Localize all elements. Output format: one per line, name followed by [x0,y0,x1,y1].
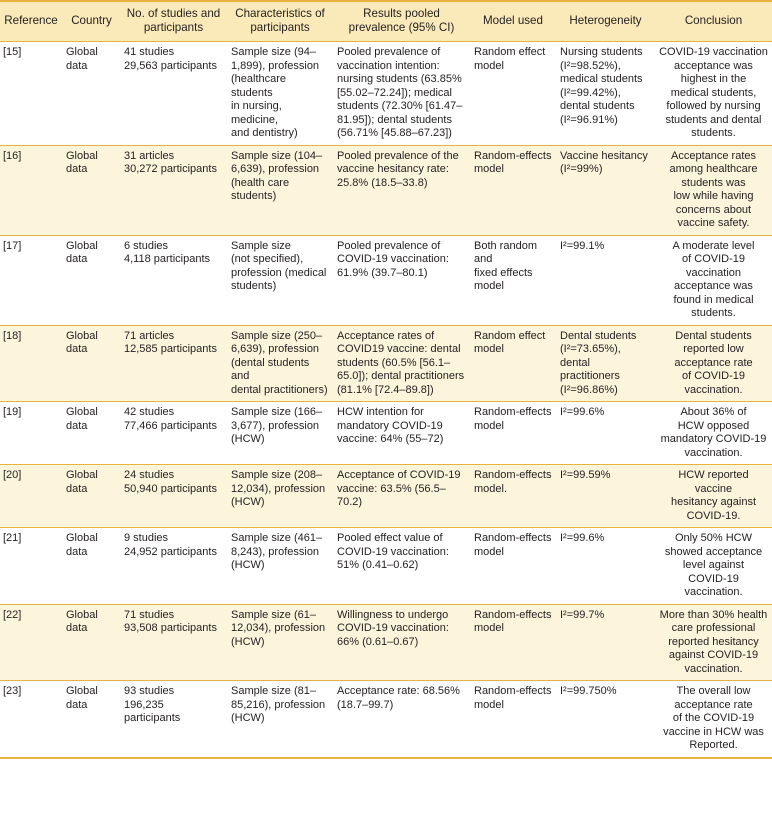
cell-country: Global data [63,325,120,402]
cell-reference: [23] [0,681,63,758]
table-row [0,465,772,528]
header-characteristics: Characteristics of participants [227,1,333,42]
cell-studies: 9 studies 24,952 participants [120,528,227,605]
cell-studies: 93 studies 196,235 participants [120,681,227,758]
header-model: Model used [470,1,556,42]
table-row [0,604,772,681]
cell-reference: [22] [0,604,63,681]
cell-characteristics: Sample size (61– 12,034), profession (HCW) [227,604,333,681]
cell-results: Acceptance rate: 68.56% (18.7–99.7) [333,681,470,758]
header-conclusion: Conclusion [655,1,772,42]
cell-model: Random effect model [470,42,556,146]
cell-model: Random-effects model [470,681,556,758]
header-country: Country [63,1,120,42]
cell-country: Global data [63,465,120,528]
cell-heterogeneity: I²=99.6% [556,402,655,465]
cell-model: Both random and fixed effects model [470,235,556,325]
cell-heterogeneity: I²=99.1% [556,235,655,325]
cell-country: Global data [63,42,120,146]
cell-results: Acceptance of COVID-19 vaccine: 63.5% (56.5–70.2) [333,465,470,528]
cell-country: Global data [63,145,120,235]
cell-reference: [18] [0,325,63,402]
cell-studies: 71 articles 12,585 participants [120,325,227,402]
cell-heterogeneity: I²=99.59% [556,465,655,528]
cell-characteristics: Sample size (not specified), profession (medical students) [227,235,333,325]
cell-reference: [21] [0,528,63,605]
cell-conclusion: Acceptance rates among healthcare students was low while having concerns about vaccine safety. [655,145,772,235]
cell-country: Global data [63,235,120,325]
cell-results: HCW intention for mandatory COVID-19 vaccine: 64% (55–72) [333,402,470,465]
table-row [0,528,772,605]
cell-conclusion: COVID-19 vaccination acceptance was highest in the medical students, followed by nursing students and dental students. [655,42,772,146]
cell-characteristics: Sample size (208– 12,034), profession (HCW) [227,465,333,528]
cell-characteristics: Sample size (250– 6,639), profession (dental students and dental practitioners) [227,325,333,402]
cell-country: Global data [63,402,120,465]
cell-heterogeneity: Vaccine hesitancy (I²=99%) [556,145,655,235]
header-heterogeneity: Heterogeneity [556,1,655,42]
table-row [0,681,772,758]
cell-reference: [16] [0,145,63,235]
cell-heterogeneity: I²=99.750% [556,681,655,758]
cell-heterogeneity: Nursing students (I²=98.52%), medical students (I²=99.42%), dental students (I²=96.91%) [556,42,655,146]
cell-country: Global data [63,528,120,605]
cell-model: Random-effects model [470,528,556,605]
cell-reference: [20] [0,465,63,528]
cell-conclusion: More than 30% health care professional reported hesitancy against COVID-19 vaccination. [655,604,772,681]
cell-country: Global data [63,681,120,758]
cell-model: Random-effects model [470,604,556,681]
cell-studies: 71 studies 93,508 participants [120,604,227,681]
cell-studies: 6 studies 4,118 participants [120,235,227,325]
cell-results: Pooled effect value of COVID-19 vaccination: 51% (0.41–0.62) [333,528,470,605]
header-results: Results pooled prevalence (95% CI) [333,1,470,42]
table-row [0,145,772,235]
cell-characteristics: Sample size (166– 3,677), profession (HCW) [227,402,333,465]
cell-reference: [15] [0,42,63,146]
cell-studies: 31 articles 30,272 participants [120,145,227,235]
cell-conclusion: A moderate level of COVID-19 vaccination acceptance was found in medical students. [655,235,772,325]
cell-reference: [19] [0,402,63,465]
cell-results: Willingness to undergo COVID-19 vaccination: 66% (0.61–0.67) [333,604,470,681]
cell-results: Acceptance rates of COVID19 vaccine: dental students (60.5% [56.1– 65.0]); dental practitioners (81.1% [72.4–89.8]) [333,325,470,402]
cell-conclusion: Dental students reported low acceptance rate of COVID-19 vaccination. [655,325,772,402]
cell-characteristics: Sample size (94– 1,899), profession (healthcare students in nursing, medicine, and dentistry) [227,42,333,146]
cell-conclusion: The overall low acceptance rate of the COVID-19 vaccine in HCW was Reported. [655,681,772,758]
cell-conclusion: Only 50% HCW showed acceptance level against COVID-19 vaccination. [655,528,772,605]
header-studies: No. of studies and participants [120,1,227,42]
cell-model: Random-effects model [470,402,556,465]
table-row [0,402,772,465]
table-header-row [0,1,772,42]
cell-results: Pooled prevalence of the vaccine hesitancy rate: 25.8% (18.5–33.8) [333,145,470,235]
cell-conclusion: HCW reported vaccine hesitancy against COVID-19. [655,465,772,528]
cell-conclusion: About 36% of HCW opposed mandatory COVID-19 vaccination. [655,402,772,465]
table-row [0,325,772,402]
cell-studies: 41 studies 29,563 participants [120,42,227,146]
cell-reference: [17] [0,235,63,325]
cell-studies: 42 studies 77,466 participants [120,402,227,465]
cell-country: Global data [63,604,120,681]
cell-results: Pooled prevalence of vaccination intention: nursing students (63.85% [55.02–72.24]); medical students (72.30% [61.47– 81.95]); dental students (56.71% [45.88–67.23]) [333,42,470,146]
cell-heterogeneity: I²=99.6% [556,528,655,605]
table-row [0,42,772,146]
cell-characteristics: Sample size (461– 8,243), profession (HCW) [227,528,333,605]
cell-model: Random-effects model [470,145,556,235]
cell-model: Random effect model [470,325,556,402]
cell-characteristics: Sample size (81– 85,216), profession (HCW) [227,681,333,758]
cell-heterogeneity: I²=99.7% [556,604,655,681]
cell-model: Random-effects model. [470,465,556,528]
cell-results: Pooled prevalence of COVID-19 vaccination: 61.9% (39.7–80.1) [333,235,470,325]
header-reference: Reference [0,1,63,42]
table-row [0,235,772,325]
cell-studies: 24 studies 50,940 participants [120,465,227,528]
cell-characteristics: Sample size (104– 6,639), profession (health care students) [227,145,333,235]
cell-heterogeneity: Dental students (I²=73.65%), dental practitioners (I²=96.86%) [556,325,655,402]
